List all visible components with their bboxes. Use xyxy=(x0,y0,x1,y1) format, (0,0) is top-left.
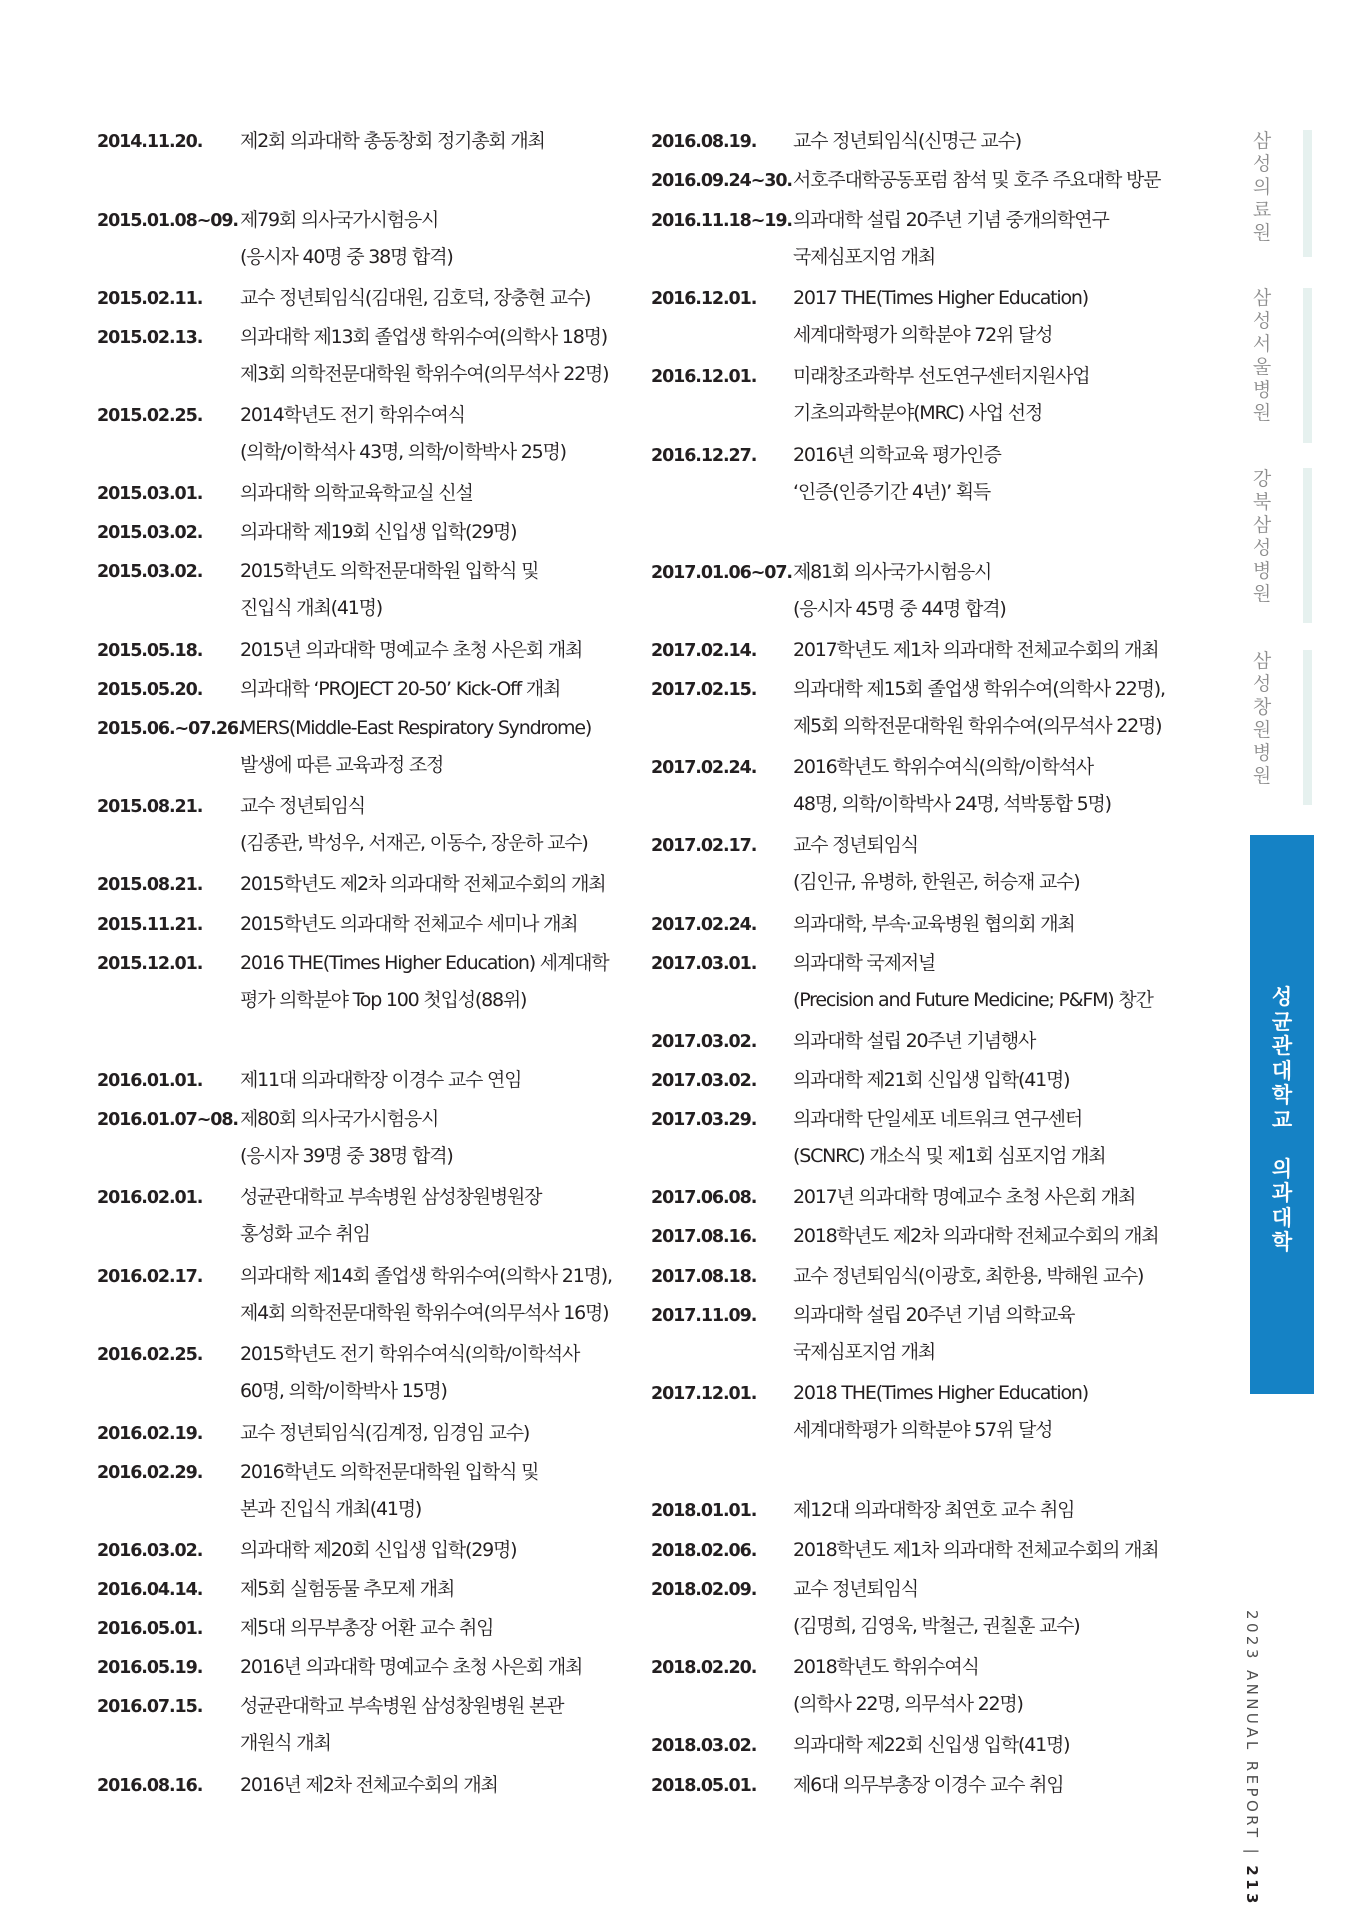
entry-date: 2018.02.20. xyxy=(651,1658,757,1678)
entry-description-line: 제80회 의사국가시험응시 xyxy=(240,1108,439,1130)
entry-description-line: 기초의과학분야(MRC) 사업 선정 xyxy=(793,402,1043,424)
entry-description-line: 2016학년도 학위수여식(의학/이학석사 xyxy=(793,756,1093,778)
side-tab-kangbuk-samsung-hospital[interactable]: 강 북 삼 성 병 원 xyxy=(1252,468,1272,605)
entry-date: 2016.05.19. xyxy=(97,1658,203,1678)
entry-description-line: 의과대학, 부속·교육병원 협의회 개최 xyxy=(793,913,1075,935)
entry-description-line: 의과대학 설립 20주년 기념 의학교육 xyxy=(793,1304,1075,1326)
entry-date: 2018.03.02. xyxy=(651,1736,757,1756)
entry-description-line: 의과대학 설립 20주년 기념행사 xyxy=(793,1030,1036,1052)
entry-description-line: (의학/이학석사 43명, 의학/이학박사 25명) xyxy=(240,441,566,463)
entry-description-line: (응시자 45명 중 44명 합격) xyxy=(793,598,1006,620)
entry-description-line: 2014학년도 전기 학위수여식 xyxy=(240,404,465,426)
entry-date: 2017.12.01. xyxy=(651,1384,757,1404)
entry-description-line: 제11대 의과대학장 이경수 교수 연임 xyxy=(240,1069,522,1091)
entry-date: 2015.08.21. xyxy=(97,797,203,817)
entry-date: 2017.03.02. xyxy=(651,1032,757,1052)
entry-description-line: 2015학년도 의학전문대학원 입학식 및 xyxy=(240,560,539,582)
entry-description-line: 진입식 개최(41명) xyxy=(240,597,382,619)
entry-description-line: 제5대 의무부총장 어환 교수 취임 xyxy=(240,1617,494,1639)
entry-description-line: 제81회 의사국가시험응시 xyxy=(793,561,992,583)
entry-description-line: 국제심포지엄 개최 xyxy=(793,1341,936,1363)
entry-description-line: 의과대학 제20회 신입생 입학(29명) xyxy=(240,1539,517,1561)
entry-description-line: 의과대학 제13회 졸업생 학위수여(의학사 18명) xyxy=(240,326,607,348)
entry-description-line: (응시자 39명 중 38명 합격) xyxy=(240,1145,453,1167)
entry-description-line: 2015학년도 의과대학 전체교수 세미나 개최 xyxy=(240,913,578,935)
entry-description-line: 성균관대학교 부속병원 삼성창원병원장 xyxy=(240,1186,542,1208)
entry-description-line: 개원식 개최 xyxy=(240,1732,331,1754)
entry-description-line: (김인규, 유병하, 한원곤, 허승재 교수) xyxy=(793,871,1080,893)
entry-description-line: 본과 진입식 개최(41명) xyxy=(240,1498,422,1520)
entry-description-line: 2016년 의학교육 평가인증 xyxy=(793,444,1001,466)
entry-date: 2017.02.15. xyxy=(651,680,757,700)
footer-text xyxy=(1243,1610,1261,1907)
entry-description-line: 제2회 의과대학 총동창회 정기총회 개최 xyxy=(240,130,545,152)
entry-date: 2016.01.07~08. xyxy=(97,1110,238,1130)
entry-date: 2015.02.13. xyxy=(97,328,203,348)
entry-description-line: 제6대 의무부총장 이경수 교수 취임 xyxy=(793,1774,1064,1796)
entry-description-line: 48명, 의학/이학박사 24명, 석박통합 5명) xyxy=(793,793,1111,815)
entry-date: 2016.12.27. xyxy=(651,446,757,466)
entry-description-line: 제12대 의과대학장 최연호 교수 취임 xyxy=(793,1499,1075,1521)
entry-description-line: 2017 THE(Times Higher Education) xyxy=(793,287,1088,309)
entry-date: 2016.12.01. xyxy=(651,289,757,309)
entry-date: 2016.12.01. xyxy=(651,367,757,387)
entry-description-line: 60명, 의학/이학박사 15명) xyxy=(240,1380,447,1402)
entry-description-line: 의과대학 제15회 졸업생 학위수여(의학사 22명), xyxy=(793,678,1165,700)
entry-date: 2015.02.25. xyxy=(97,406,203,426)
entry-description-line: 국제심포지엄 개최 xyxy=(793,246,936,268)
entry-description-line: 제5회 의학전문대학원 학위수여(의무석사 22명) xyxy=(793,715,1162,737)
entry-date: 2016.02.01. xyxy=(97,1188,203,1208)
entry-date: 2015.03.02. xyxy=(97,562,203,582)
entry-date: 2016.02.29. xyxy=(97,1463,203,1483)
entry-description-line: 2016년 의과대학 명예교수 초청 사은회 개최 xyxy=(240,1656,583,1678)
entry-description-line: 의과대학 ‘PROJECT 20-50’ Kick-Off 개최 xyxy=(240,678,561,700)
entry-date: 2016.02.17. xyxy=(97,1267,203,1287)
entry-date: 2018.02.06. xyxy=(651,1541,757,1561)
footer-separator: | xyxy=(1243,1848,1261,1858)
entry-description-line: 2017학년도 제1차 의과대학 전체교수회의 개최 xyxy=(793,639,1159,661)
entry-description-line: 의과대학 국제저널 xyxy=(793,952,936,974)
side-tab-bar-0 xyxy=(1303,130,1312,257)
entry-date: 2015.05.20. xyxy=(97,680,203,700)
entry-date: 2017.02.24. xyxy=(651,915,757,935)
entry-date: 2017.08.18. xyxy=(651,1267,757,1287)
entry-description-line: 교수 정년퇴임식(김계정, 임경임 교수) xyxy=(240,1422,530,1444)
entry-description-line: 의과대학 설립 20주년 기념 중개의학연구 xyxy=(793,209,1109,231)
entry-description-line: 2016년 제2차 전체교수회의 개최 xyxy=(240,1774,498,1796)
entry-date: 2015.01.08~09. xyxy=(97,211,238,231)
entry-description-line: 미래창조과학부 선도연구센터지원사업 xyxy=(793,365,1090,387)
entry-date: 2016.08.19. xyxy=(651,132,757,152)
entry-description-line: 교수 정년퇴임식 xyxy=(240,795,365,817)
entry-description-line: (의학사 22명, 의무석사 22명) xyxy=(793,1693,1023,1715)
entry-description-line: (Precision and Future Medicine; P&FM) 창간 xyxy=(793,989,1153,1011)
entry-description-line: 의과대학 제14회 졸업생 학위수여(의학사 21명), xyxy=(240,1265,612,1287)
entry-date: 2018.02.09. xyxy=(651,1580,757,1600)
entry-date: 2016.11.18~19. xyxy=(651,211,792,231)
entry-date: 2015.03.02. xyxy=(97,523,203,543)
entry-description-line: 2015년 의과대학 명예교수 초청 사은회 개최 xyxy=(240,639,583,661)
entry-date: 2018.01.01. xyxy=(651,1501,757,1521)
entry-date: 2017.01.06~07. xyxy=(651,563,792,583)
entry-date: 2017.06.08. xyxy=(651,1188,757,1208)
entry-description-line: 2018학년도 제1차 의과대학 전체교수회의 개최 xyxy=(793,1539,1159,1561)
entry-date: 2017.03.29. xyxy=(651,1110,757,1130)
footer-report-title: 2023 ANNUAL REPORT xyxy=(1243,1610,1261,1841)
entry-description-line: 교수 정년퇴임식(신명근 교수) xyxy=(793,130,1021,152)
entry-description-line: 의과대학 제19회 신입생 입학(29명) xyxy=(240,521,517,543)
side-tab-bar-3 xyxy=(1303,650,1312,805)
entry-description-line: 교수 정년퇴임식(이광호, 최한용, 박해원 교수) xyxy=(793,1265,1144,1287)
entry-description-line: 2015학년도 제2차 의과대학 전체교수회의 개최 xyxy=(240,873,606,895)
entry-description-line: 제5회 실험동물 추모제 개최 xyxy=(240,1578,455,1600)
entry-description-line: 교수 정년퇴임식 xyxy=(793,834,918,856)
entry-description-line: 교수 정년퇴임식 xyxy=(793,1578,918,1600)
entry-description-line: 의과대학 제22회 신입생 입학(41명) xyxy=(793,1734,1070,1756)
entry-date: 2015.06.~07.26. xyxy=(97,719,244,739)
entry-description-line: 성균관대학교 부속병원 삼성창원병원 본관 xyxy=(240,1695,564,1717)
side-tab-samsung-medical-center[interactable]: 삼 성 의 료 원 xyxy=(1252,130,1272,244)
entry-date: 2018.05.01. xyxy=(651,1776,757,1796)
side-tab-bar-2 xyxy=(1303,468,1312,623)
entry-description-line: 2015학년도 전기 학위수여식(의학/이학석사 xyxy=(240,1343,580,1365)
entry-description-line: 의과대학 단일세포 네트워크 연구센터 xyxy=(793,1108,1082,1130)
side-tab-bar-1 xyxy=(1303,288,1312,443)
entry-date: 2016.04.14. xyxy=(97,1580,203,1600)
entry-description-line: MERS(Middle-East Respiratory Syndrome) xyxy=(240,717,592,739)
entry-description-line: 세계대학평가 의학분야 57위 달성 xyxy=(793,1419,1053,1441)
entry-date: 2015.05.18. xyxy=(97,641,203,661)
entry-description-line: 홍성화 교수 취임 xyxy=(240,1223,370,1245)
entry-date: 2014.11.20. xyxy=(97,132,203,152)
entry-date: 2017.11.09. xyxy=(651,1306,757,1326)
entry-description-line: ‘인증(인증기간 4년)’ 획득 xyxy=(793,481,991,503)
entry-date: 2017.02.17. xyxy=(651,836,757,856)
side-tab-skku-medicine-active[interactable] xyxy=(1250,835,1314,1394)
entry-description-line: 교수 정년퇴임식(김대원, 김호덕, 장충현 교수) xyxy=(240,287,591,309)
entry-description-line: 세계대학평가 의학분야 72위 달성 xyxy=(793,324,1053,346)
entry-date: 2015.02.11. xyxy=(97,289,203,309)
entry-description-line: 2018학년도 학위수여식 xyxy=(793,1656,979,1678)
entry-description-line: (SCNRC) 개소식 및 제1회 심포지엄 개최 xyxy=(793,1145,1106,1167)
active-tab-label: 성 균 관 대 학 교 의 과 대 학 xyxy=(1271,985,1293,1254)
entry-description-line: (응시자 40명 중 38명 합격) xyxy=(240,246,453,268)
entry-date: 2016.02.25. xyxy=(97,1345,203,1365)
entry-description-line: (김종관, 박성우, 서재곤, 이동수, 장운하 교수) xyxy=(240,832,588,854)
entry-description-line: 제4회 의학전문대학원 학위수여(의무석사 16명) xyxy=(240,1302,609,1324)
entry-description-line: 2017년 의과대학 명예교수 초청 사은회 개최 xyxy=(793,1186,1136,1208)
entry-date: 2015.08.21. xyxy=(97,875,203,895)
entry-date: 2017.08.16. xyxy=(651,1227,757,1247)
entry-date: 2016.05.01. xyxy=(97,1619,203,1639)
entry-description-line: 2018학년도 제2차 의과대학 전체교수회의 개최 xyxy=(793,1225,1159,1247)
entry-date: 2015.12.01. xyxy=(97,954,203,974)
entry-date: 2016.03.02. xyxy=(97,1541,203,1561)
entry-description-line: 의과대학 제21회 신입생 입학(41명) xyxy=(793,1069,1070,1091)
entry-date: 2016.01.01. xyxy=(97,1071,203,1091)
entry-date: 2015.11.21. xyxy=(97,915,203,935)
entry-date: 2016.07.15. xyxy=(97,1697,203,1717)
entry-date: 2017.02.14. xyxy=(651,641,757,661)
entry-description-line: 평가 의학분야 Top 100 첫입성(88위) xyxy=(240,989,527,1011)
entry-description-line: 의과대학 의학교육학교실 신설 xyxy=(240,482,473,504)
entry-date: 2016.02.19. xyxy=(97,1424,203,1444)
entry-description-line: 제3회 의학전문대학원 학위수여(의무석사 22명) xyxy=(240,363,609,385)
side-tab-samsung-changwon-hospital[interactable]: 삼 성 창 원 병 원 xyxy=(1252,650,1272,787)
entry-description-line: 제79회 의사국가시험응시 xyxy=(240,209,439,231)
entry-description-line: 서호주대학공동포럼 참석 및 호주 주요대학 방문 xyxy=(793,169,1161,191)
entry-description-line: 2016 THE(Times Higher Education) 세계대학 xyxy=(240,952,609,974)
entry-date: 2016.08.16. xyxy=(97,1776,203,1796)
entry-date: 2017.03.01. xyxy=(651,954,757,974)
side-tab-samsung-seoul-hospital[interactable]: 삼 성 서 울 병 원 xyxy=(1252,287,1272,424)
entry-description-line: (김명희, 김영욱, 박철근, 권칠훈 교수) xyxy=(793,1615,1080,1637)
entry-date: 2016.09.24~30. xyxy=(651,171,792,191)
page-number: 213 xyxy=(1243,1865,1261,1907)
entry-date: 2017.02.24. xyxy=(651,758,757,778)
entry-date: 2017.03.02. xyxy=(651,1071,757,1091)
entry-date: 2015.03.01. xyxy=(97,484,203,504)
entry-description-line: 2018 THE(Times Higher Education) xyxy=(793,1382,1088,1404)
entry-description-line: 2016학년도 의학전문대학원 입학식 및 xyxy=(240,1461,539,1483)
entry-description-line: 발생에 따른 교육과정 조정 xyxy=(240,754,444,776)
